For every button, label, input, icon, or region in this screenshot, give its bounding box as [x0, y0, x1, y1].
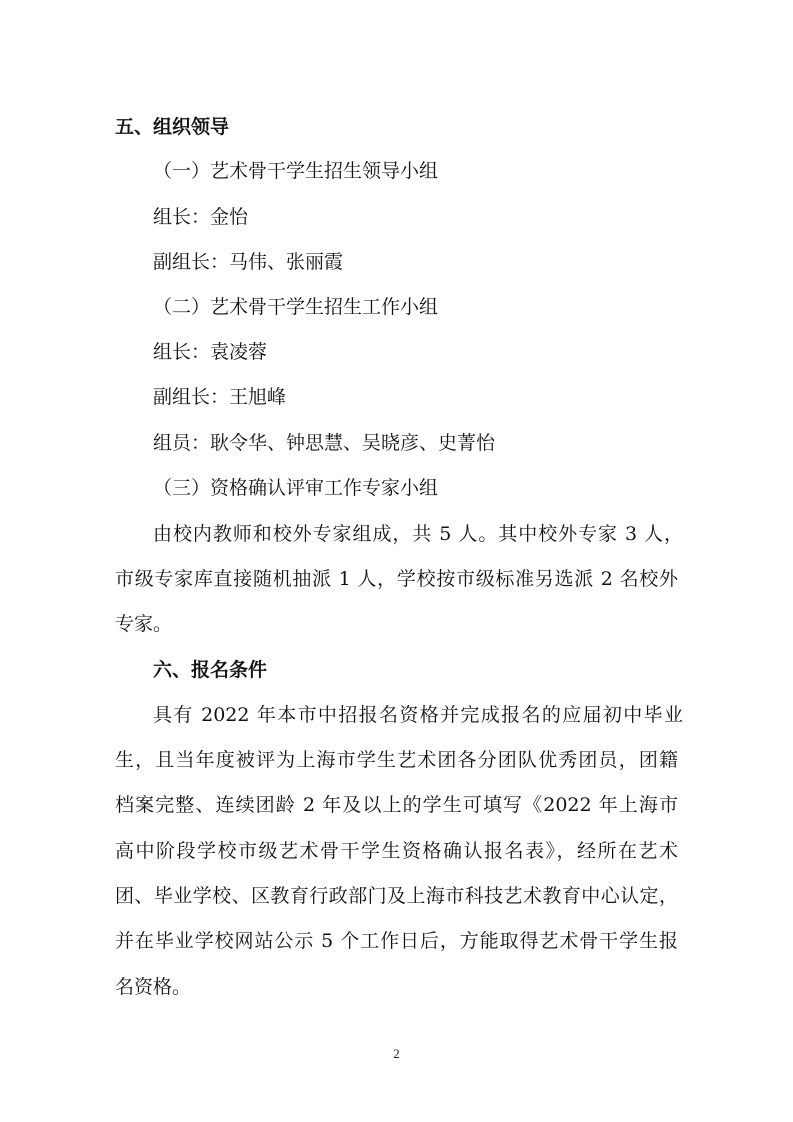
group-3-paragraph-line: 专家。 [115, 613, 173, 635]
group-2-leader: 组长：袁凌蓉 [153, 341, 268, 363]
group-2-deputy: 副组长：王旭峰 [153, 386, 287, 408]
section-6-paragraph-line: 团、毕业学校、区教育行政部门及上海市科技艺术教育中心认定， [115, 885, 678, 907]
section-6-paragraph-line: 高中阶段学校市级艺术骨干学生资格确认报名表》，经所在艺术 [115, 840, 678, 862]
section-6-paragraph-line: 档案完整、连续团龄 2 年及以上的学生可填写《2022 年上海市 [115, 794, 678, 816]
group-1-title: （一）艺术骨干学生招生领导小组 [153, 160, 439, 182]
section-6-paragraph-line: 具有 2022 年本市中招报名资格并完成报名的应届初中毕业 [153, 704, 683, 726]
group-2-members: 组员：耿令华、钟思慧、吴晓彦、史菁怡 [153, 432, 496, 454]
group-3-paragraph-line: 由校内教师和校外专家组成，共 5 人。其中校外专家 3 人， [153, 523, 683, 545]
page-number: 2 [393, 1046, 400, 1061]
group-1-leader: 组长：金怡 [153, 206, 249, 228]
group-3-paragraph-line: 市级专家库直接随机抽派 1 人，学校按市级标准另选派 2 名校外 [115, 568, 678, 590]
section-5-heading: 五、组织领导 [115, 116, 230, 138]
section-6-paragraph-line: 并在毕业学校网站公示 5 个工作日后，方能取得艺术骨干学生报 [115, 930, 678, 952]
section-6-heading: 六、报名条件 [153, 659, 268, 681]
section-6-paragraph-line: 生，且当年度被评为上海市学生艺术团各分团队优秀团员，团籍 [115, 749, 678, 771]
group-1-deputy: 副组长：马伟、张丽霞 [153, 251, 344, 273]
group-2-title: （二）艺术骨干学生招生工作小组 [153, 296, 439, 318]
section-6-paragraph-line: 名资格。 [115, 976, 192, 998]
group-3-title: （三）资格确认评审工作专家小组 [153, 477, 439, 499]
